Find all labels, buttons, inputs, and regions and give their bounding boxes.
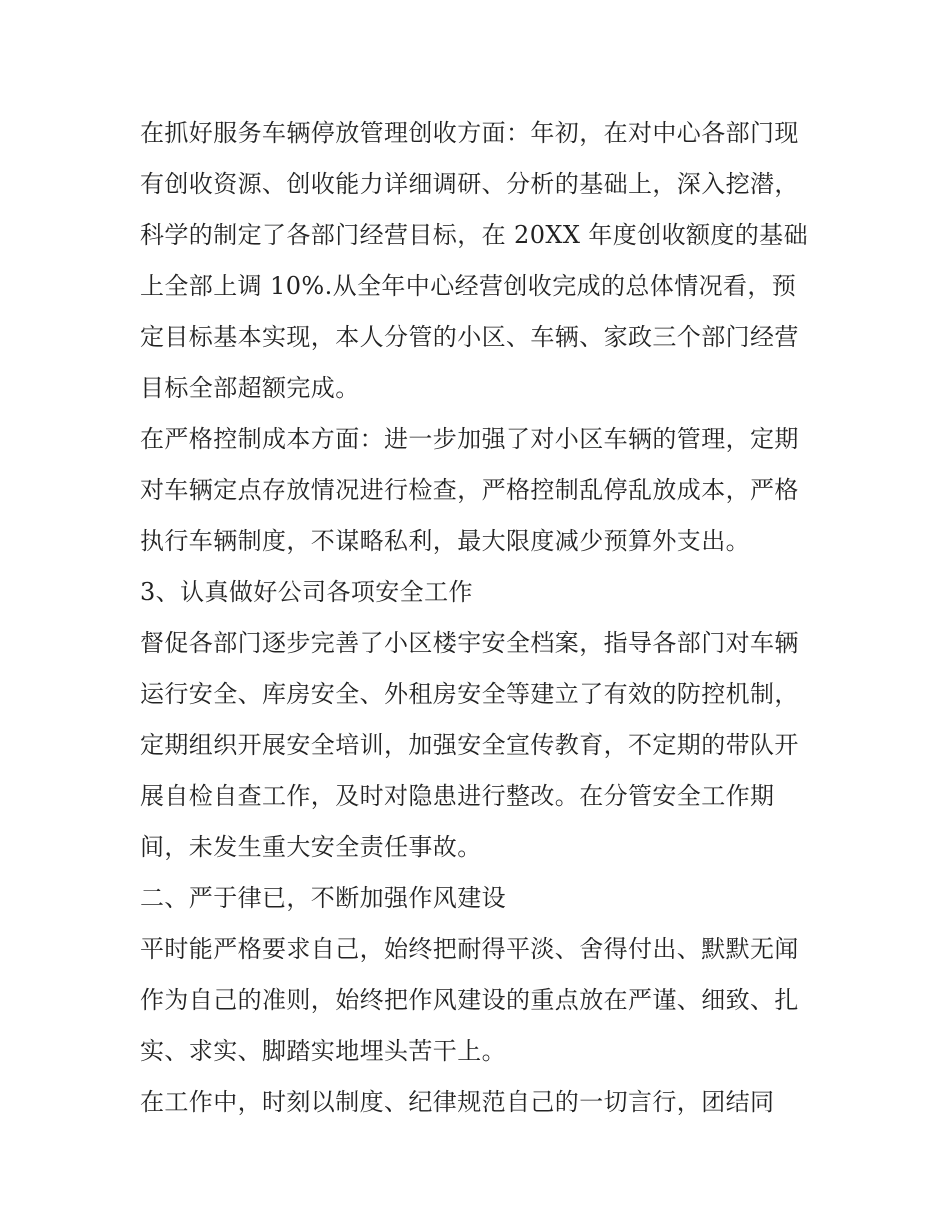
paragraph-conduct [140, 1077, 820, 1128]
text-line: 平时能严格要求自己，始终把耐得平淡、舍得付出、默默无闻 [140, 935, 799, 963]
section-heading: 二、严于律已，不断加强作风建设 [140, 884, 506, 912]
text-line: 目标全部超额完成。 [140, 374, 360, 402]
paragraph-work-style [140, 924, 820, 1077]
paragraph-cost-control [140, 414, 820, 567]
text-line: 间，未发生重大安全责任事故。 [140, 833, 482, 861]
heading-self-discipline [140, 873, 820, 924]
text-line: 在工作中，时刻以制度、纪律规范自己的一切言行，团结同 [140, 1088, 775, 1116]
text-line: 有创收资源、创收能力详细调研、分析的基础上，深入挖潜， [140, 170, 799, 198]
text-line: 作为自己的准则，始终把作风建设的重点放在严谨、细致、扎 [140, 986, 799, 1014]
text-line: 在抓好服务车辆停放管理创收方面：年初，在对中心各部门现 [140, 119, 799, 147]
text-line: 实、求实、脚踏实地埋头苦干上。 [140, 1037, 506, 1065]
text-line: 督促各部门逐步完善了小区楼宇安全档案，指导各部门对车辆 [140, 629, 799, 657]
text-line: 定期组织开展安全培训，加强安全宣传教育，不定期的带队开 [140, 731, 799, 759]
section-heading: 3、认真做好公司各项安全工作 [140, 578, 473, 606]
text-line: 对车辆定点存放情况进行检查，严格控制乱停乱放成本，严格 [140, 476, 799, 504]
text-line: 执行车辆制度，不谋略私利，最大限度减少预算外支出。 [140, 527, 750, 555]
text-line: 定目标基本实现，本人分管的小区、车辆、家政三个部门经营 [140, 323, 799, 351]
text-line: 展自检自查工作，及时对隐患进行整改。在分管安全工作期 [140, 782, 775, 810]
text-line: 运行安全、库房安全、外租房安全等建立了有效的防控机制， [140, 680, 799, 708]
paragraph-safety [140, 618, 820, 873]
heading-safety-work [140, 567, 820, 618]
document-body [140, 108, 820, 1128]
text-line: 在严格控制成本方面：进一步加强了对小区车辆的管理，定期 [140, 425, 799, 453]
text-line: 科学的制定了各部门经营目标，在 20XX 年度创收额度的基础 [140, 221, 808, 249]
text-line: 上全部上调 10%.从全年中心经营创收完成的总体情况看，预 [140, 272, 797, 300]
paragraph-revenue [140, 108, 820, 414]
